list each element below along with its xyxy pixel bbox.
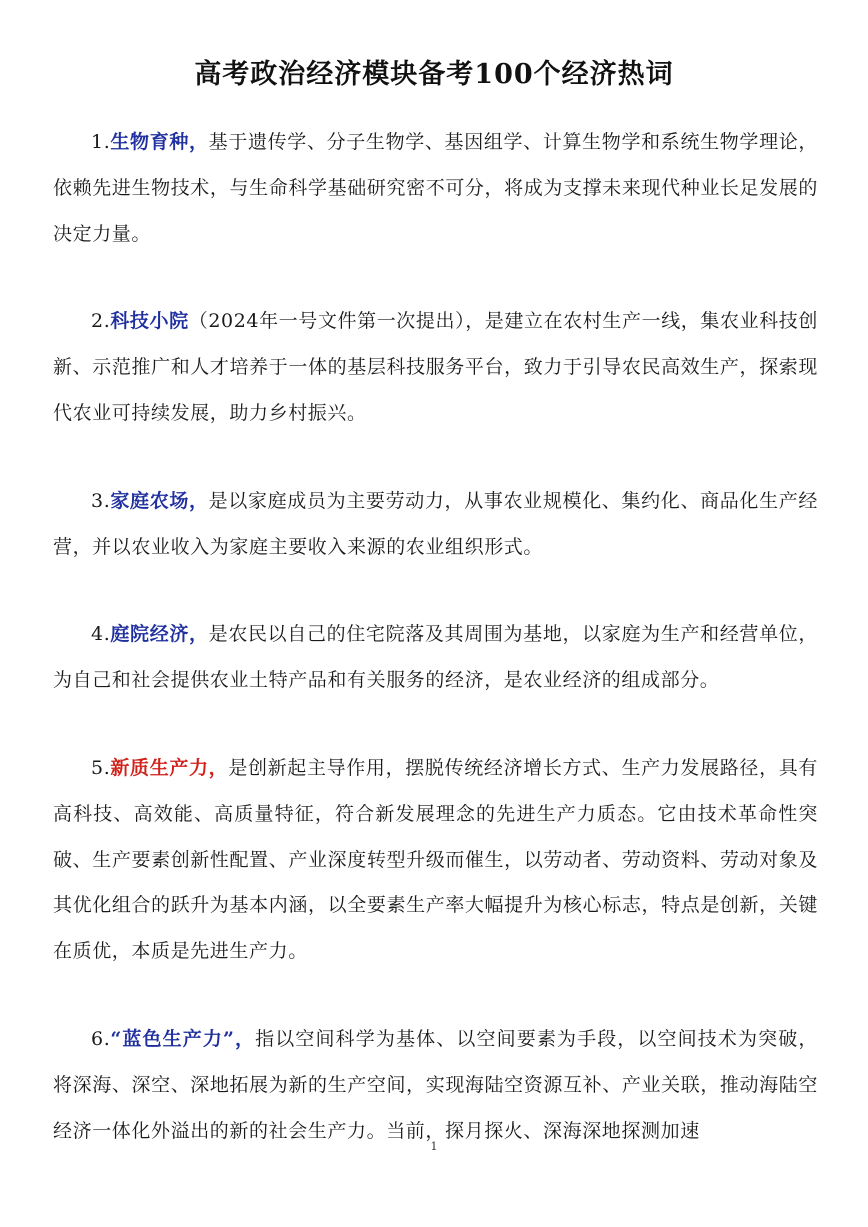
entry-5	[53, 746, 818, 975]
entry-1	[53, 120, 818, 257]
entry-number: 6.	[91, 1027, 111, 1050]
entry-term: 庭院经济，	[110, 623, 209, 646]
entry-4	[53, 612, 818, 704]
entry-text: 基于遗传学、分子生物学、基因组学、计算生物学和系统生物学理论，依赖先进生物技术，与生命科学基础研究密不可分，将成为支撑未来现代种业长足发展的决定力量。	[53, 131, 818, 245]
entry-text: 是农民以自己的住宅院落及其周围为基地，以家庭为生产和经营单位，为自己和社会提供农业土特产品和有关服务的经济，是农业经济的组成部分。	[53, 623, 818, 692]
entry-text: （2024年一号文件第一次提出），是建立在农村生产一线，集农业科技创新、示范推广和人才培养于一体的基层科技服务平台，致力于引导农民高效生产，探索现代农业可持续发展，助力乡村振兴。	[53, 310, 818, 424]
entry-number: 5.	[91, 756, 111, 779]
entry-number: 2.	[91, 310, 111, 333]
entry-term: 科技小院	[110, 310, 189, 333]
entry-text: 是创新起主导作用，摆脱传统经济增长方式、生产力发展路径，具有高科技、高效能、高质量特征，符合新发展理念的先进生产力质态。它由技术革命性突破、生产要素创新性配置、产业深度转型升级而催生，以劳动者、劳动资料、劳动对象及其优化组合的跃升为基本内涵，以全要素生产率大幅提升为核心标志，特点是创新，关键在质优，本质是先进生产力。	[53, 756, 818, 963]
entry-number: 1.	[91, 131, 111, 153]
document-title: 高考政治经济模块备考100个经济热词	[194, 59, 674, 90]
entry-6	[53, 1017, 818, 1154]
page-number: 1	[430, 1140, 438, 1153]
entry-term: 生物育种，	[110, 131, 209, 153]
entry-3	[53, 479, 818, 571]
entry-term: 新质生产力，	[110, 756, 229, 779]
entry-number: 3.	[91, 489, 111, 512]
entries-list	[53, 120, 818, 1196]
entry-term: 家庭农场，	[110, 489, 209, 512]
entry-text: 指以空间科学为基体、以空间要素为手段，以空间技术为突破，将深海、深空、深地拓展为新的生产空间，实现海陆空资源互补、产业关联，推动海陆空经济一体化外溢出的新的社会生产力。当前，探月探火、深海深地探测加速	[53, 1027, 818, 1142]
entry-term: “蓝色生产力”，	[110, 1027, 256, 1050]
entry-number: 4.	[91, 623, 111, 646]
entry-text: 是以家庭成员为主要劳动力，从事农业规模化、集约化、商品化生产经营，并以农业收入为家庭主要收入来源的农业组织形式。	[53, 489, 818, 558]
entry-2	[53, 299, 818, 436]
